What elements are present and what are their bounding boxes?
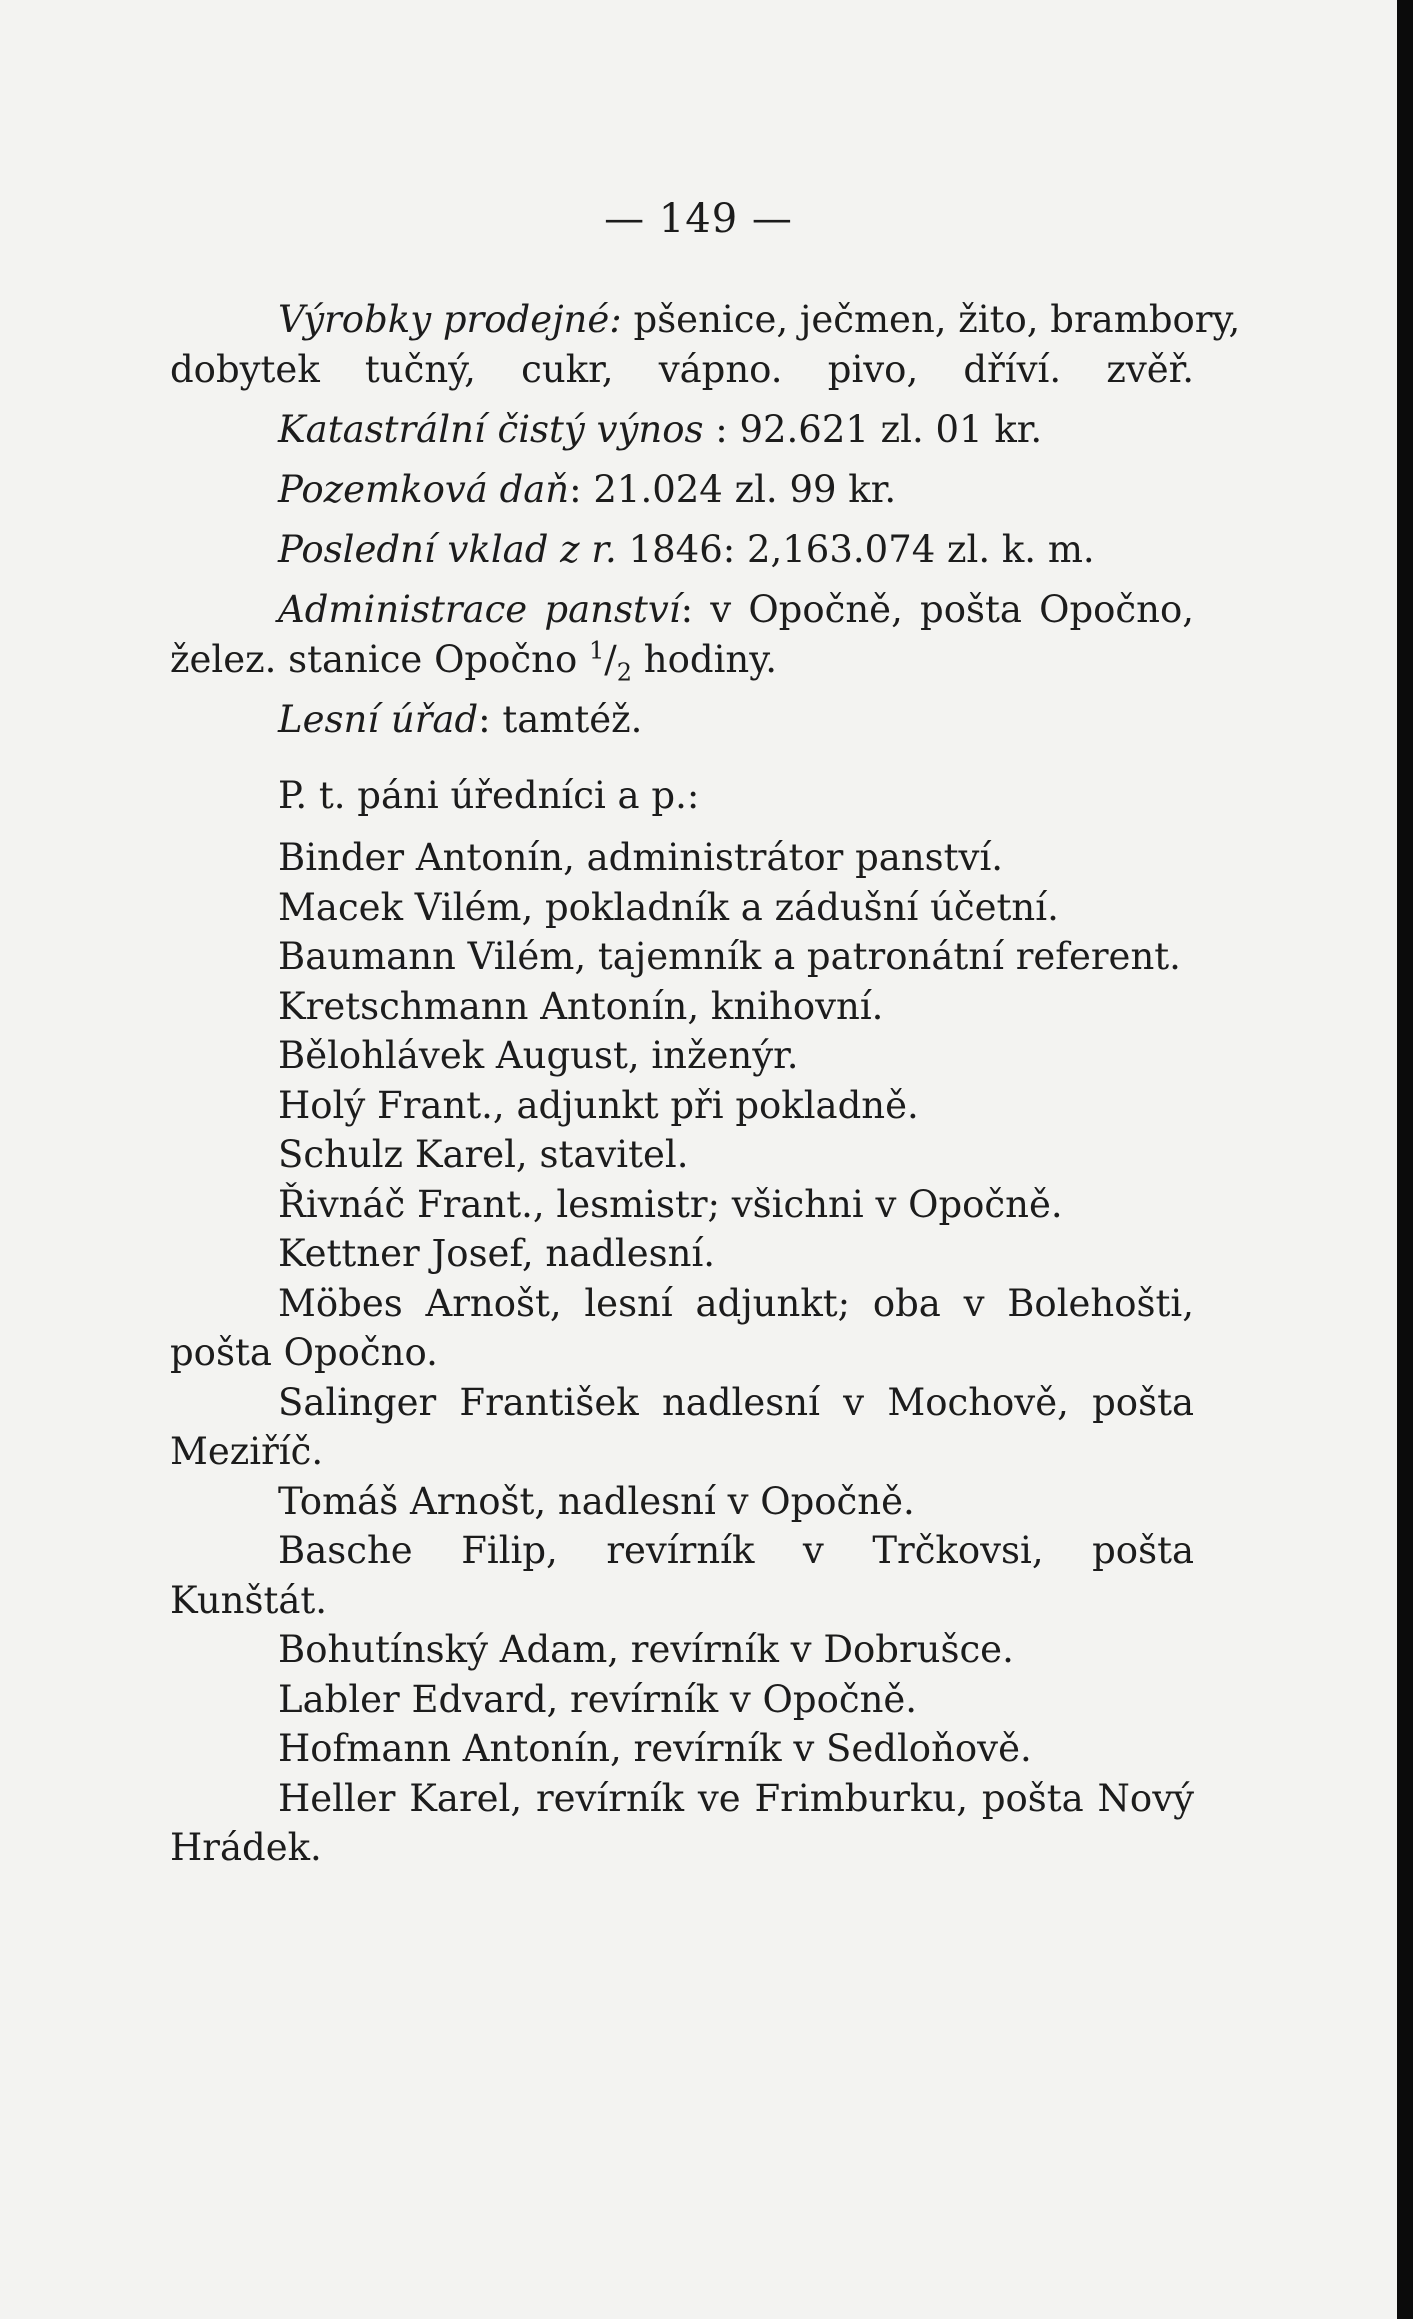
last-deposit-value: 1846: 2,163.074 zl. k. m. bbox=[616, 528, 1095, 571]
page-edge-shadow bbox=[1397, 0, 1413, 2319]
station-text: želez. stanice Opočno bbox=[170, 638, 589, 681]
official-item-mobes-1: Möbes Arnošt, lesní adjunkt; oba v Bolehošti, bbox=[278, 1281, 1194, 1325]
products-line-1 bbox=[170, 295, 1241, 345]
station-hours: hodiny. bbox=[632, 638, 777, 681]
officials-list bbox=[170, 833, 1194, 1873]
official-item: Kettner Josef, nadlesní. bbox=[278, 1232, 716, 1275]
cadastral-value: : 92.621 zl. 01 kr. bbox=[703, 408, 1043, 451]
forest-office-label: Lesní úřad bbox=[278, 698, 479, 741]
officials-heading: P. t. páni úředníci a p.: bbox=[278, 774, 700, 817]
official-item: Binder Antonín, administrátor panství. bbox=[278, 836, 1004, 879]
official-item-salinger-1: Salinger František nadlesní v Mochově, pošta bbox=[278, 1380, 1194, 1424]
products-line-2: dobytek tučný, cukr, vápno. pivo, dříví. zvěř. bbox=[170, 348, 1194, 391]
fraction-denominator: 2 bbox=[616, 658, 633, 687]
fraction-numerator: 1 bbox=[588, 636, 605, 665]
official-item-mobes-2: pošta Opočno. bbox=[170, 1331, 438, 1374]
land-tax-label: Pozemková daň bbox=[278, 468, 570, 511]
land-tax-value: : 21.024 zl. 99 kr. bbox=[569, 468, 897, 511]
official-item: Baumann Vilém, tajemník a patronátní referent. bbox=[278, 935, 1181, 978]
official-item: Kretschmann Antonín, knihovní. bbox=[278, 984, 884, 1028]
cadastral-yield bbox=[170, 405, 1194, 455]
land-tax bbox=[170, 465, 1194, 515]
official-item: Macek Vilém, pokladník a zádušní účetní. bbox=[278, 885, 1059, 929]
official-item: Schulz Karel, stavitel. bbox=[278, 1133, 689, 1176]
forest-office-value: : tamtéž. bbox=[478, 698, 643, 741]
official-item-salinger-2: Meziříč. bbox=[170, 1430, 324, 1473]
page-text bbox=[170, 295, 1241, 1873]
official-item-tomas: Tomáš Arnošt, nadlesní v Opočně. bbox=[278, 1479, 915, 1523]
official-item-bohutinsky: Bohutínský Adam, revírník v Dobrušce. bbox=[278, 1628, 1014, 1671]
cadastral-label: Katastrální čistý výnos bbox=[278, 408, 704, 451]
official-item-basche-2: Kunštát. bbox=[170, 1578, 328, 1622]
products-label: Výrobky prodejné: bbox=[278, 298, 622, 341]
administration-label: Administrace panství bbox=[278, 588, 681, 631]
official-item-heller-1: Heller Karel, revírník ve Frimburku, pošta Nový bbox=[278, 1776, 1194, 1820]
last-deposit-label: Poslední vklad z r. bbox=[278, 528, 617, 571]
forest-office bbox=[170, 695, 1194, 745]
official-item: Bělohlávek August, inženýr. bbox=[278, 1034, 799, 1077]
administration-value: : v Opočně, pošta Opočno, bbox=[680, 588, 1194, 631]
administration-line-2: želez. stanice Opočno $^1/_2$ hodiny. bbox=[170, 636, 777, 687]
official-item: Holý Frant., adjunkt při pokladně. bbox=[278, 1083, 919, 1127]
official-item-heller-2: Hrádek. bbox=[170, 1826, 322, 1869]
official-item-basche-1: Basche Filip, revírník v Trčkovsi, pošta bbox=[278, 1529, 1194, 1572]
page-number: — 149 — bbox=[604, 196, 793, 242]
official-item: Řivnáč Frant., lesmistr; všichni v Opočně. bbox=[278, 1182, 1063, 1226]
last-deposit bbox=[170, 525, 1194, 575]
administration-line-1 bbox=[170, 585, 1194, 635]
products-value: pšenice, ječmen, žito, brambory, bbox=[621, 298, 1241, 341]
official-item-labler: Labler Edvard, revírník v Opočně. bbox=[278, 1677, 918, 1721]
official-item-hofmann: Hofmann Antonín, revírník v Sedloňově. bbox=[278, 1727, 1032, 1770]
